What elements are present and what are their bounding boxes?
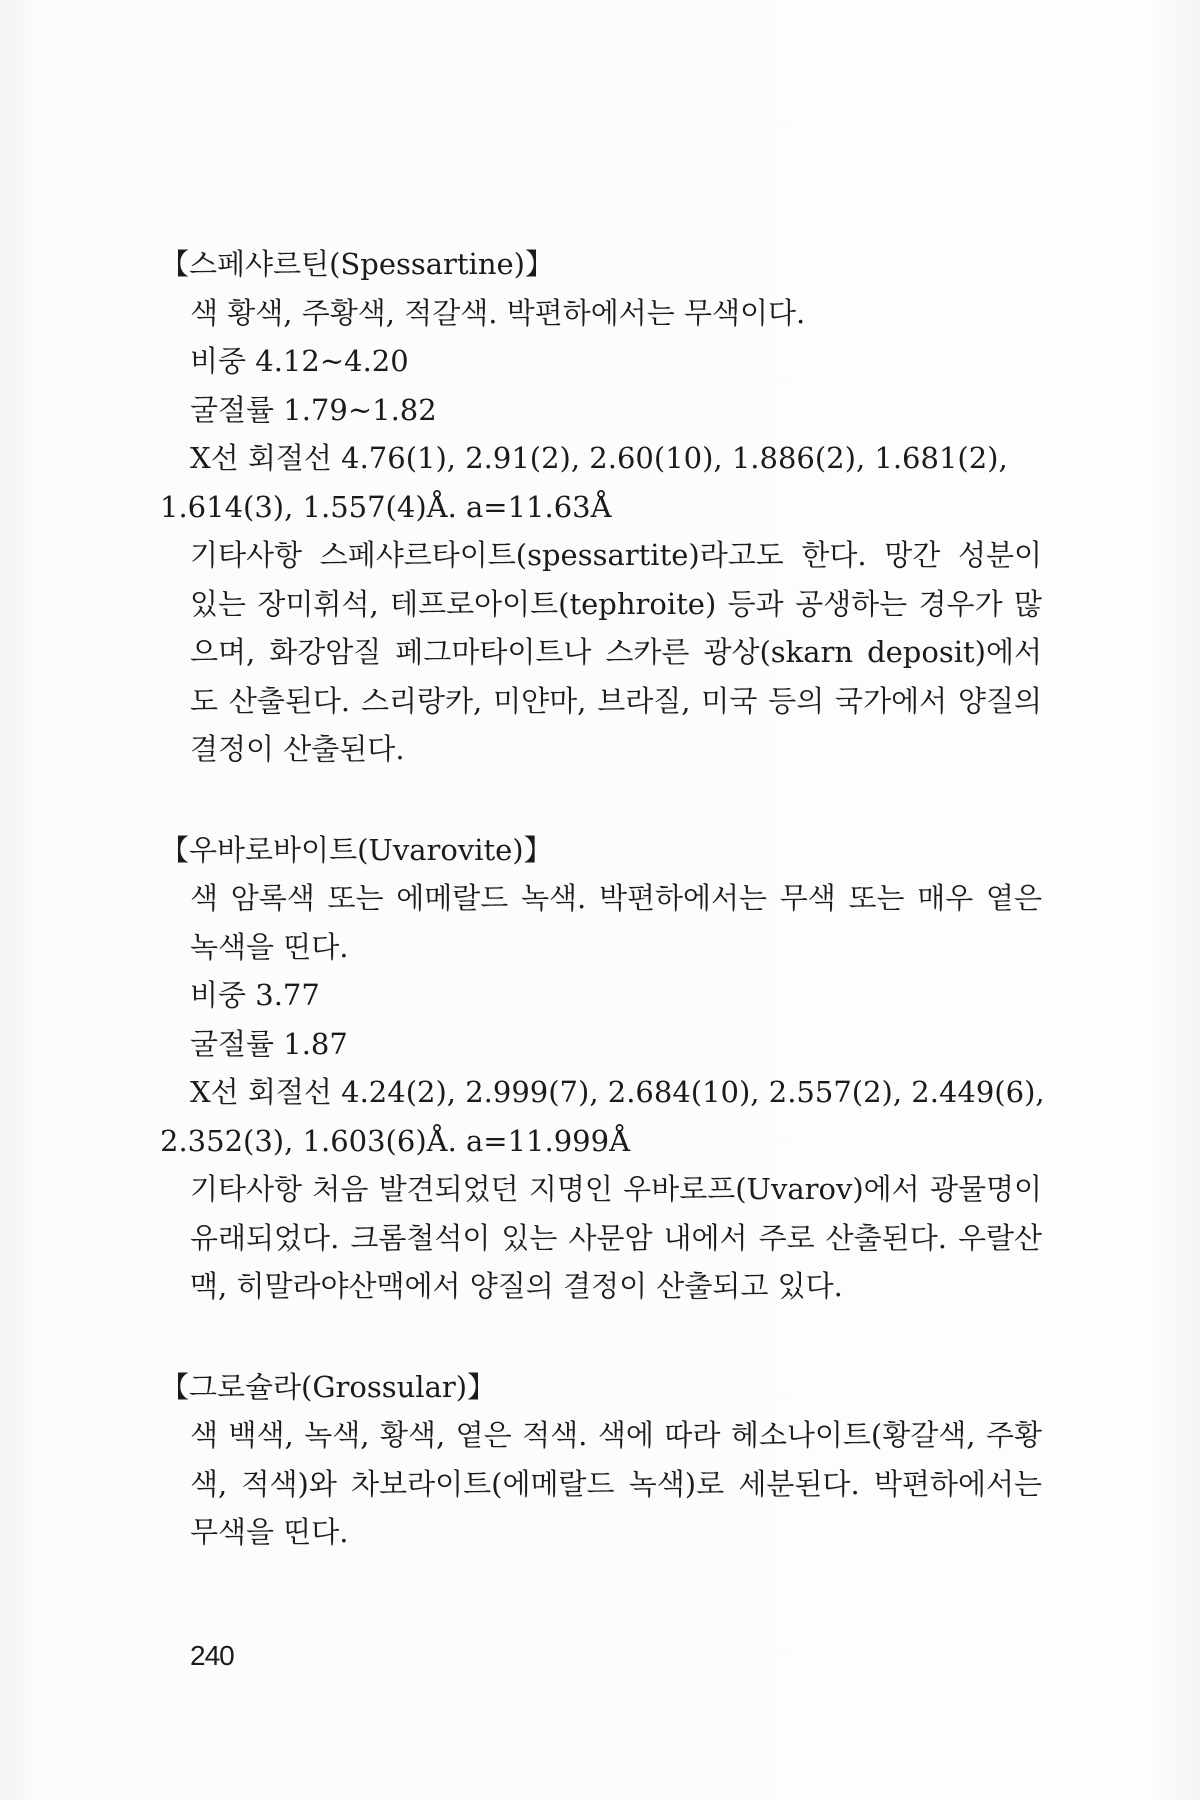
xray-diffraction-continuation: 1.614(3), 1.557(4)Å. a=11.63Å [160, 489, 612, 524]
remarks-paragraph: 기타사항 처음 발견되었던 지명인 우바로프(Uvarov)에서 광물명이 유래되었다. 크롬철석이 있는 사문암 내에서 주로 산출된다. 우랄산맥, 히말라야산맥에서 양질의 결정이 산출되고 있다. [190, 1172, 1042, 1303]
section-spacer [160, 1311, 1042, 1363]
section-heading-grossular: 【그로슐라(Grossular)】 [160, 1369, 497, 1404]
xray-diffraction-line: X선 회절선 4.24(2), 2.999(7), 2.684(10), 2.557(2), 2.449(6), [190, 1075, 1045, 1109]
page-body [160, 240, 1045, 1557]
refractive-index-line: 굴절률 1.87 [190, 1026, 348, 1061]
section-heading-spessartine: 【스페샤르틴(Spessartine)】 [160, 247, 554, 281]
specific-gravity-line: 비중 3.77 [190, 978, 320, 1012]
remarks-paragraph: 기타사항 스페샤르타이트(spessartite)라고도 한다. 망간 성분이 있는 장미휘석, 테프로아이트(tephroite) 등과 공생하는 경우가 많으며, 화강암질 페그마타이트나 스카른 광상(skarn deposit)에서도 산출된다. 스리랑카, 미얀마, 브라질, 미국 등의 국가에서 양질의 결정이 산출된다. [190, 538, 1042, 766]
color-line: 색 암록색 또는 에메랄드 녹색. 박편하에서는 무색 또는 매우 옅은 녹색을 띤다. [190, 881, 1042, 964]
refractive-index-line: 굴절률 1.79~1.82 [190, 392, 437, 427]
page-number: 240 [190, 1640, 234, 1671]
xray-diffraction-line: X선 회절선 4.76(1), 2.91(2), 2.60(10), 1.886(2), 1.681(2), [190, 441, 1008, 475]
section-spacer [160, 774, 1042, 826]
specific-gravity-line: 비중 4.12~4.20 [190, 344, 409, 378]
color-line: 색 황색, 주황색, 적갈색. 박편하에서는 무색이다. [190, 295, 806, 330]
xray-diffraction-continuation: 2.352(3), 1.603(6)Å. a=11.999Å [160, 1123, 631, 1158]
color-line: 색 백색, 녹색, 황색, 옅은 적색. 색에 따라 헤소나이트(황갈색, 주황색, 적색)와 차보라이트(에메랄드 녹색)로 세분된다. 박편하에서는 무색을 띤다. [190, 1418, 1042, 1549]
section-heading-uvarovite: 【우바로바이트(Uvarovite)】 [160, 832, 553, 867]
